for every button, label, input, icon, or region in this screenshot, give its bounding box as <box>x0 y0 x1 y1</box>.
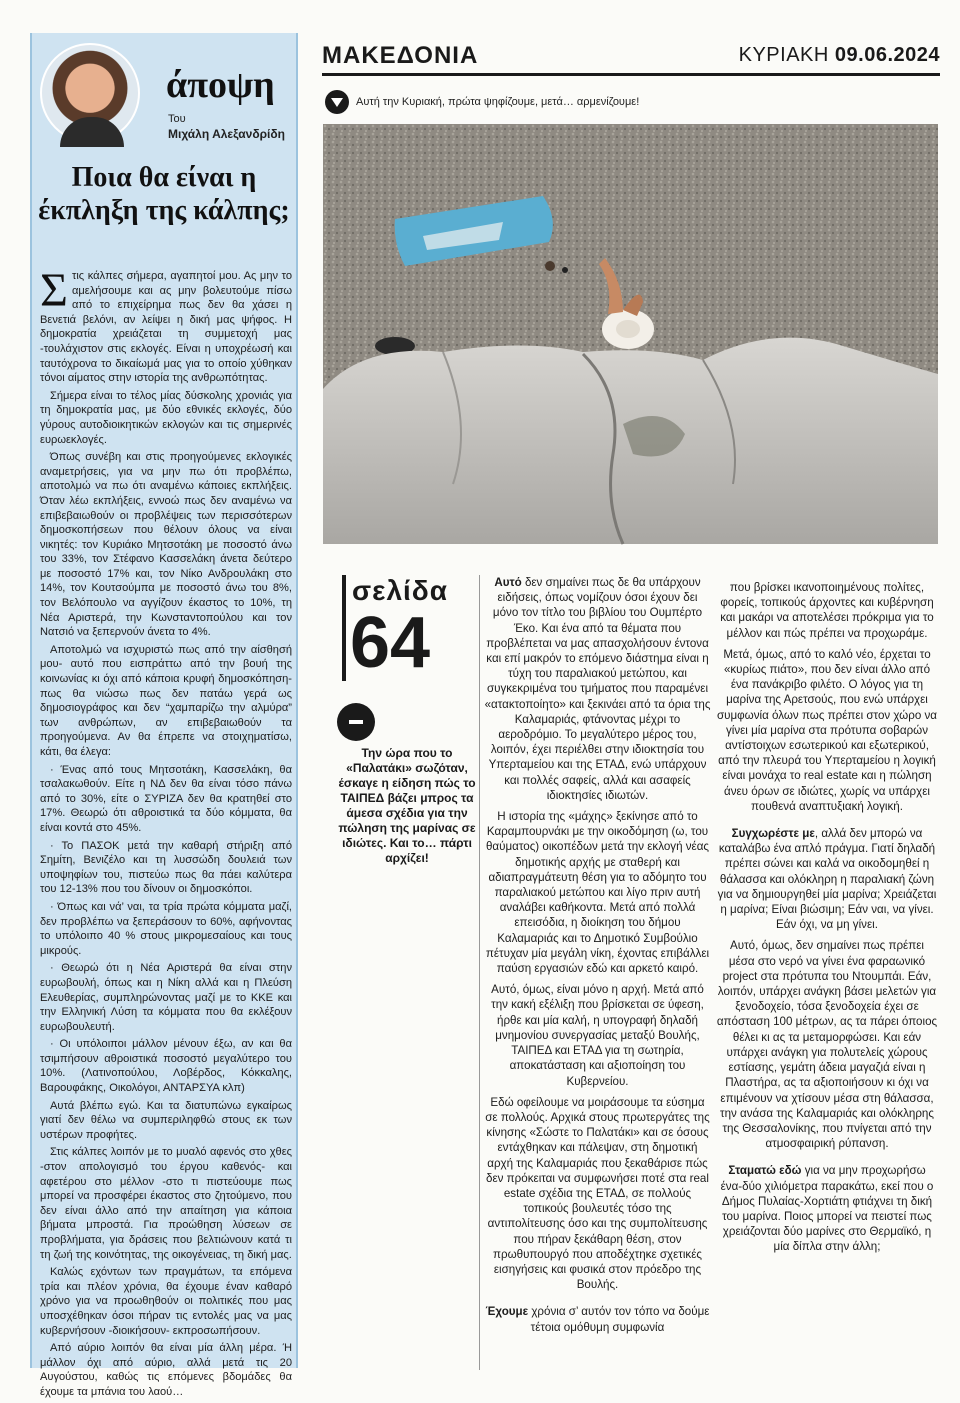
page-word: σελίδα <box>352 575 448 606</box>
issue-date: ΚΥΡΙΑΚΗ 09.06.2024 <box>738 44 940 66</box>
triangle-down-icon <box>325 90 349 114</box>
article-summary: Την ώρα που το «Παλατάκι» σωζόταν, έσκαγε η είδηση πώς το ΤΑΙΠΕΔ βάζει μπρος τα άμεσα σχέδια για την πώληση της μαρίνας σε ιδιώτες. Και το… πάρτι αρχίζει! <box>338 746 476 865</box>
article-column-2 <box>716 580 938 1370</box>
opinion-first-paragraph: Στις κάλπες σήμερα, αγαπητοί μου. Ας μην το αμελήσουμε και ας μην βολευτούμε πίσω από το επιχείρημα πως δεν θα χάσει η Βενετιά βελόνι, αν λείψει η δική μας ψήφος. Η δημοκρατία χρειάζεται τη συμμετοχή μας -τουλάχιστον στις εκλογές. Είναι η υποχρέωσή και ταυτόχρονα το δικαίωμά μας για το οποίο χύθηκαν τόνοι αίματος στην ιστορία της ανθρωπότητας. <box>40 264 292 385</box>
opinion-label: άποψη <box>166 64 275 106</box>
opinion-paragraph: Σήμερα είναι το τέλος μίας δύσκολης χρονιάς για τη δημοκρατία μας, με δύο εθνικές εκλογές, δύο γύρους αυτοδιοικητικών εκλογών και τις σημερινές ευρωεκλογές. <box>40 389 292 446</box>
article-paragraph: που βρίσκει ικανοποιημένους πολίτες, φορείς, τοπικούς άρχοντες και κυβέρνηση και μακάρι να αποτελέσει πρόκριμα για το μέλλον και πώς πρέπει να προχωράμε. <box>720 581 934 640</box>
drop-cap: Σ <box>40 264 68 317</box>
minus-icon <box>337 703 375 741</box>
author-avatar <box>40 43 140 143</box>
beach-photo-illustration <box>323 124 938 544</box>
article-paragraph: Αυτό, όμως, είναι μόνο η αρχή. Μετά από την κακή εξέλιξη που βρίσκεται σε ύφεση, ήρθε και μία καλή, η υπογραφή δηλαδή μνημονίου συνεργασίας μεταξύ Βουλής, ΤΑΙΠΕΔ και ΕΤΑΔ για τη σωτηρία, αποκατάσταση και αξιοποίηση του Κυβερνείου. <box>491 983 704 1088</box>
opinion-paragraph: Όπως συνέβη και στις προηγούμενες εκλογικές αναμετρήσεις, για να μην πω ότι προβλέπω, αποτολμώ να πω ότι αναμένω κάποιες εκπλήξεις. Όταν λέω εκπλήξεις, εννοώ πως δεν αναμένω να επιβεβαιωθούν οι προβλέψεις των περισσότερων δημοσκοπήσεων που θέλουν όλους να είναι νικητές: τον Κυριάκο Μητσοτάκη με ποσοστό άνω του 33%, τον Στέφανο Κασσελάκη άνετα δεύτερο με ποσοστό 17% και, τον Νίκο Ανδρουλάκη στο 14%, τον Κουτσούμπα με ποσοστό άνω του 8%, τον Βελόπουλο να αγγίζουν έκαστος το 10%, τη Νέα Αριστερά, την Κωνσταντοπούλου και τον Νατσιό να ξεπερνούν άνετα το 4%. <box>40 451 292 639</box>
opinion-column <box>30 33 298 1398</box>
opinion-paragraph: · Θεωρώ ότι η Νέα Αριστερά θα είναι στην ευρωβουλή, όπως και η Νίκη αλλά και η Πλεύση Ελευθερίας, συμπληρώνοντας μαζί με το ΚΚΕ και την Ελληνική Λύση τα κόμματα που θα εκλέξουν ευρωβουλευτή. <box>40 962 292 1033</box>
article-paragraph: Έχουμε χρόνια σ’ αυτόν τον τόπο να δούμε τέτοια ομόθυμη συμφωνία <box>485 1305 710 1334</box>
opinion-paragraph: Αυτά βλέπω εγώ. Και τα διατυπώνω εγκαίρως γιατί δεν θέλω να συμπεριληφθώ στους εκ των υστέρων προφήτες. <box>40 1099 292 1141</box>
opinion-paragraph: · Το ΠΑΣΟΚ μετά την καθαρή στήριξη από Σημίτη, Βενιζέλο και τη λυσσώδη δουλειά των υποψηφίων του, πιστεύω πως θα πάει καλύτερα του 12-13% που του δίνουν οι δημοσκόποι. <box>40 839 292 896</box>
opinion-paragraph: · Οι υπόλοιποι μάλλον μένουν έξω, αν και θα τσιμπήσουν αθροιστικά ποσοστό μεγαλύτερο του 10%. (Λατινοπούλου, Λοβέρδος, Κόκκαλης, Βαρουφάκης, Οικολόγοι, ΑΝΤΑΡΣΥΑ κλπ) <box>40 1038 292 1095</box>
opinion-paragraph: Αποτολμώ να ισχυριστώ πως από την αίσθησή μου- αυτό που εισπράττω από την βουή της κοινωνίας κι όχι από κάποια κρυφή δημοσκόπηση- πως θα νιώσω πως δεν πατάω γερά ως δημοσιογράφος και δεν “χαμπαρίζω την αλμύρα” των ανθρώπων, αν επιβεβαιωθούν τα προηγούμενα. Αν θα έπρεπε να στοιχηματίσω, κάτι, θα έλεγα: <box>40 643 292 758</box>
author-name: Μιχάλη Αλεξανδρίδη <box>168 127 285 141</box>
opinion-paragraph: · Όπως και νά’ ναι, τα τρία πρώτα κόμματα μαζί, δεν προβλέπω να ξεπεράσουν το 60%, αφήνοντας το υπόλοιπο 40 % στους μικρομεσαίους και τους μικρούς. <box>40 900 292 957</box>
masthead <box>322 40 940 76</box>
article-paragraph: Μετά, όμως, από το καλό νέο, έρχεται το «κυρίως πιάτο», που δεν είναι άλλο από ένα πανάκριβο φιλέτο. Ο λόγος για τη μαρίνα της Αρετσούς, που ενώ υπάρχει συμφωνία όλων πως πρέπει στον χώρο να γίνει μία μαρίνα στα πρότυπα σοβαρών αντίστοιχων εσωτερικού και εξωτερικού, από την πλευρά του Υπερταμείου η λογική είναι μονάχα το real estate και η πώληση άνευ όρων σε ιδιώτες, χωρίς να υπάρχει πουθενά αναπτυξιακή λογική. <box>716 647 937 813</box>
article-paragraph: Αυτό δεν σημαίνει πως δε θα υπάρχουν ειδήσεις, όπως νομίζουν όσοι έχουν δει μόνο τον τίτλο του βιβλίου του Ουμπέρτο Έκο. Και ένα από τα θέματα που προβλέπεται να μας απασχολήσουν έντονα και επί μακρόν το επόμενο διάστημα είναι η τύχη του παραλιακού μετώπου, και συγκεκριμένα του τμήματος που παραμένει «ατακτοποίητο» και ξεκινάει από τα όρια της Καλαμαριάς, φτάνοντας μέχρι το αεροδρόμιο. Το μεγαλύτερο μέρος του, λοιπόν, έχει περιέλθει στην ιδιοκτησία του Υπερταμείου και της ΕΤΑΔ, ενώ υπάρχουν και πολλές σαφείς, αλλά και ασαφείς ιδιοκτησίες ιδιωτών. <box>484 576 711 802</box>
article-paragraph: Εδώ οφείλουμε να μοιράσουμε τα εύσημα σε πολλούς. Αρχικά στους πρωτεργάτες της κίνησης «Σώστε το Παλατάκι» και σε όσους εντάχθηκαν και πάλεψαν, στη δημοτική αρχή της Καλαμαριάς που ξεκαθάρισε πώς δεν πρόκειται να συμφωνήσει ποτέ στα real estate σχέδια της ΕΤΑΔ, σε πολλούς τοπικούς βουλευτές τόσο της αντιπολίτευσης όσο και της συμπολίτευσης που πήραν ξεκάθαρη θέση, στον πρωθυπουργό που αποδέχτηκε σχετικές εισηγήσεις και φυσικά στον πρόεδρο της Βουλής. <box>485 1095 710 1292</box>
byline-prefix: Του <box>168 113 186 125</box>
opinion-paragraph: · Ένας από τους Μητσοτάκη, Κασσελάκη, θα τσαλακωθούν. Είτε η ΝΔ δεν θα είναι τόσο πάνω από το 30%, είτε ο ΣΥΡΙΖΑ δεν θα κρατηθεί στο 17%. Θεωρώ ότι αθροιστικά τα δύο κόμματα, θα είναι κοντά στο 45%. <box>40 763 292 834</box>
opinion-title: Ποια θα είναι η έκπληξη της κάλπης; <box>38 162 290 226</box>
opinion-body <box>40 264 292 1403</box>
opinion-paragraph: Καλώς εχόντων των πραγμάτων, τα επόμενα τρία και πλέον χρόνια, θα έχουμε έναν καθαρό χρόνο για να προωθηθούν οι πολιτικές που μας υποσχέθηκαν όσοι πήραν τις εντολές μας να μας κυβερνήσουν -διοικήσουν- εκπροσωπήσουν. <box>40 1266 292 1337</box>
opinion-paragraph: Από αύριο λοιπόν θα είναι μία άλλη μέρα. Ή μάλλον όχι από αύριο, αλλά μετά τις 20 Αυγούστου, καθώς τις επόμενες βδομάδες θα έχουμε τα μπάνια του λαού… <box>40 1342 292 1398</box>
opinion-header <box>32 33 296 153</box>
newspaper-name: ΜΑΚΕΔΟΝΙΑ <box>322 42 479 69</box>
opinion-paragraph: Στις κάλπες λοιπόν με το μυαλό αφενός στο χθες -στον απολογισμό του έργου καθενός- και αφετέρου στο μέλλον -στο τι πιστεύουμε πως μπορεί να προσφέρει έκαστος στο ζητούμενο, που δεν είναι άλλο από την απαίτηση για κάποια βήματα μπροστά. Για προώθηση λύσεων σε προβλήματα, για δράσεις που βελτιώνουν κατά τι τη ζωή της κοινότητας, της οικογένειας, τη δική μας. <box>40 1146 292 1261</box>
article-paragraph: Αυτό, όμως, δεν σημαίνει πως πρέπει μέσα στο νερό να γίνει ένα φαραωνικό project στα πρότυπα του Ντουμπάι. Εάν, λοιπόν, υπάρχει ανάγκη βάσει μελετών για ξενοδοχείο, τόσα ξενοδοχεία έχει σε απόσταση 100 μέτρων, ας τα πάρει όποιος θέλει κι ας τα μεταμορφώσει. Και εάν υπάρχει ανάγκη για πολυτελείς χώρους εστίασης, γεμάτη άδεια μαγαζιά είναι η Πλαστήρα, ας τα αξιοποιήσουν κι όχι να επιμένουν να χτίσουν μέσα στη θάλασσα, την ανάσα της Καλαμαριάς και ολόκληρης της Θεσσαλονίκης, που πνίγεται από την ατμοσφαιρική ρύπανση. <box>716 939 938 1151</box>
page-number: 64 <box>350 603 431 683</box>
article-column-1 <box>479 575 711 1370</box>
article-paragraph: Η ιστορία της «μάχης» ξεκίνησε από το Καραμπουρνάκι με την οικοδόμηση (ω, του θαύματος) οικοπέδων μετά την εκλογή νέας δημοτικής αρχής με σταθερή και αδιαπραγμάτευτη θέση για το αδόμητο του παραλιακού μετώπου και λίγο πριν αυτή αναλάβει καθήκοντα. Μετά από πολλά επεισόδια, η διοίκηση του δήμου Καλαμαριάς και το Δημοτικό Συμβούλιο πέτυχαν μία μεγάλη νίκη, έχοντας επιβάλλει παύση εργασιών εδώ και αρκετό καιρό. <box>485 810 710 976</box>
beach-photo <box>323 124 938 544</box>
page-number-box <box>342 575 448 683</box>
article-paragraph: Σταματώ εδώ για να μην προχωρήσω ένα-δύο χιλιόμετρα παρακάτω, εκεί που ο Δήμος Πυλαίας-Χορτιάτη φτιάχνει τη δική του μαρίνα. Ποιος μπορεί να πειστεί πως χρειάζονται δύο μαρίνες στο Θερμαϊκό, η μία δίπλα στην άλλη; <box>720 1164 934 1254</box>
kicker-line: Αυτή την Κυριακή, πρώτα ψηφίζουμε, μετά… αρμενίζουμε! <box>356 96 640 108</box>
article-paragraph: Συγχωρέστε με, αλλά δεν μπορώ να καταλάβω ένα απλό πράγμα. Γιατί δηλαδή πρέπει σώνει και καλά να οικοδομηθεί η θάλασσα και ολόκληρη η παραλιακή ζώνη για να δημιουργηθεί μία μαρίνα; Χρειάζεται η μαρίνα; Είναι βιώσιμη; Εάν ναι, να γίνει. Εάν όχι, να μη γίνει. <box>717 827 937 932</box>
